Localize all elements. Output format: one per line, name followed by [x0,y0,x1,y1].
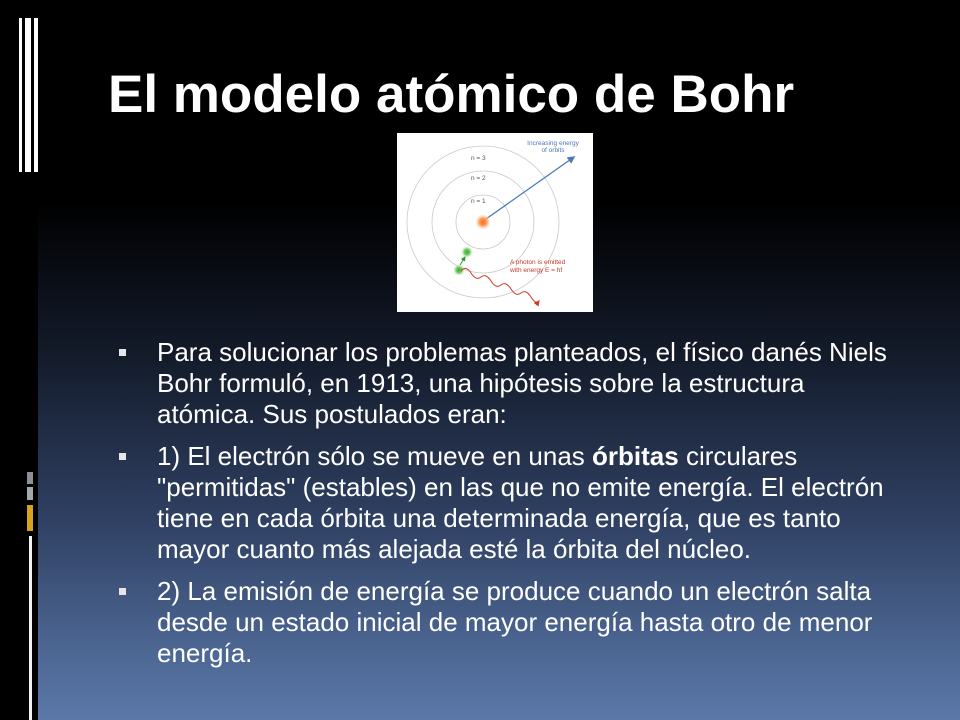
decor-block-gray [27,472,33,484]
orbit-label-n3: n = 3 [471,155,486,162]
bullet-square-icon [119,453,126,460]
orbit-label-n1: n = 1 [471,198,486,205]
energy-label-line1: Increasing energy [527,140,579,147]
nucleus [475,214,491,230]
photon-label-line1: A photon is emitted [510,259,566,266]
decor-block-gray [27,487,33,500]
orbit-label-n2: n = 2 [471,175,486,182]
bohr-model-figure [397,133,593,312]
decor-block-accent [27,505,33,531]
electron-lower [453,264,465,276]
photon-label-line2: with energy E = hf [510,267,563,274]
bullet-item [112,441,899,565]
electron-upper [461,246,473,258]
bullet-text-bold: órbitas [592,441,679,471]
electron-jump-arrow [460,257,465,265]
slide-title: El modelo atómico de Bohr [108,65,795,124]
bullet-item [112,576,899,669]
energy-label-line2: of orbits [541,147,565,154]
bohr-model-diagram [397,133,593,312]
bullet-square-icon [119,349,126,356]
bullet-text-part: 1) El electrón sólo se mueve en unas [157,441,593,471]
decor-bar [34,18,38,172]
decor-bar [19,18,22,172]
bullet-item [112,337,899,430]
energy-arrow [486,157,574,219]
bullet-text: Para solucionar los problemas planteados, el físico danés Niels Bohr formuló, en 1913, una hipótesis sobre la estructura atómica. Sus postulados eran: [157,337,887,429]
left-decor-strip [0,0,38,720]
bullet-text-part: circulares "permitidas" (estables) en las que no emite energía. El electrón tiene en cada órbita una determinada energía, que es tanto mayor cuanto más alejada esté la órbita del núcleo. [157,441,884,564]
bullet-square-icon [119,588,126,595]
decor-bar [25,18,31,172]
bullet-text: 2) La emisión de energía se produce cuando un electrón salta desde un estado inicial de mayor energía hasta otro de menor energía. [157,576,873,668]
bullet-text [157,441,884,564]
decor-line [29,536,32,720]
bullet-list [112,337,899,680]
